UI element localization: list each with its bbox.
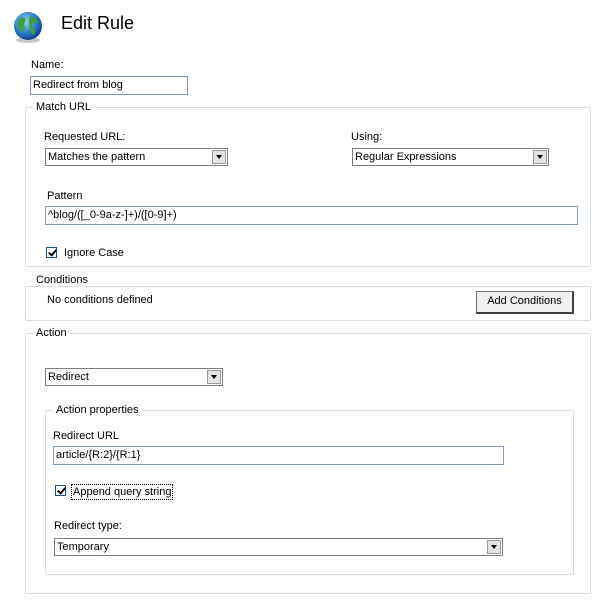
no-conditions-text: No conditions defined [47,294,153,306]
chevron-down-icon[interactable] [207,370,221,384]
chevron-down-icon[interactable] [487,540,501,554]
globe-icon [11,10,45,44]
redirect-type-value: Temporary [57,541,109,553]
pattern-label: Pattern [47,190,83,202]
redirect-url-label: Redirect URL [53,430,120,442]
match-url-legend: Match URL [33,101,94,113]
action-type-value: Redirect [48,371,89,383]
requested-url-value: Matches the pattern [48,151,146,163]
using-label: Using: [351,131,383,143]
redirect-url-input[interactable]: article/{R:2}/{R:1} [53,446,504,465]
redirect-type-label: Redirect type: [54,520,122,532]
chevron-down-icon[interactable] [212,150,226,164]
redirect-type-select[interactable] [54,538,503,556]
conditions-legend: Conditions [33,274,91,286]
append-query-checkbox[interactable] [55,485,66,496]
action-type-select[interactable] [45,368,223,386]
chevron-down-icon[interactable] [533,150,547,164]
using-select[interactable] [352,148,549,166]
page-title: Edit Rule [61,13,135,33]
name-input[interactable]: Redirect from blog [30,76,188,95]
requested-url-label: Requested URL: [44,131,126,143]
ignore-case-label: Ignore Case [64,247,124,259]
using-value: Regular Expressions [355,151,457,163]
ignore-case-checkbox[interactable] [46,247,57,258]
add-conditions-button[interactable]: Add Conditions [476,291,574,314]
append-query-label: Append query string [73,486,172,498]
pattern-input[interactable]: ^blog/([_0-9a-z-]+)/([0-9]+) [45,206,578,225]
requested-url-select[interactable] [45,148,228,166]
action-properties-legend: Action properties [53,404,142,416]
action-legend: Action [33,327,70,339]
name-label: Name: [31,59,64,71]
